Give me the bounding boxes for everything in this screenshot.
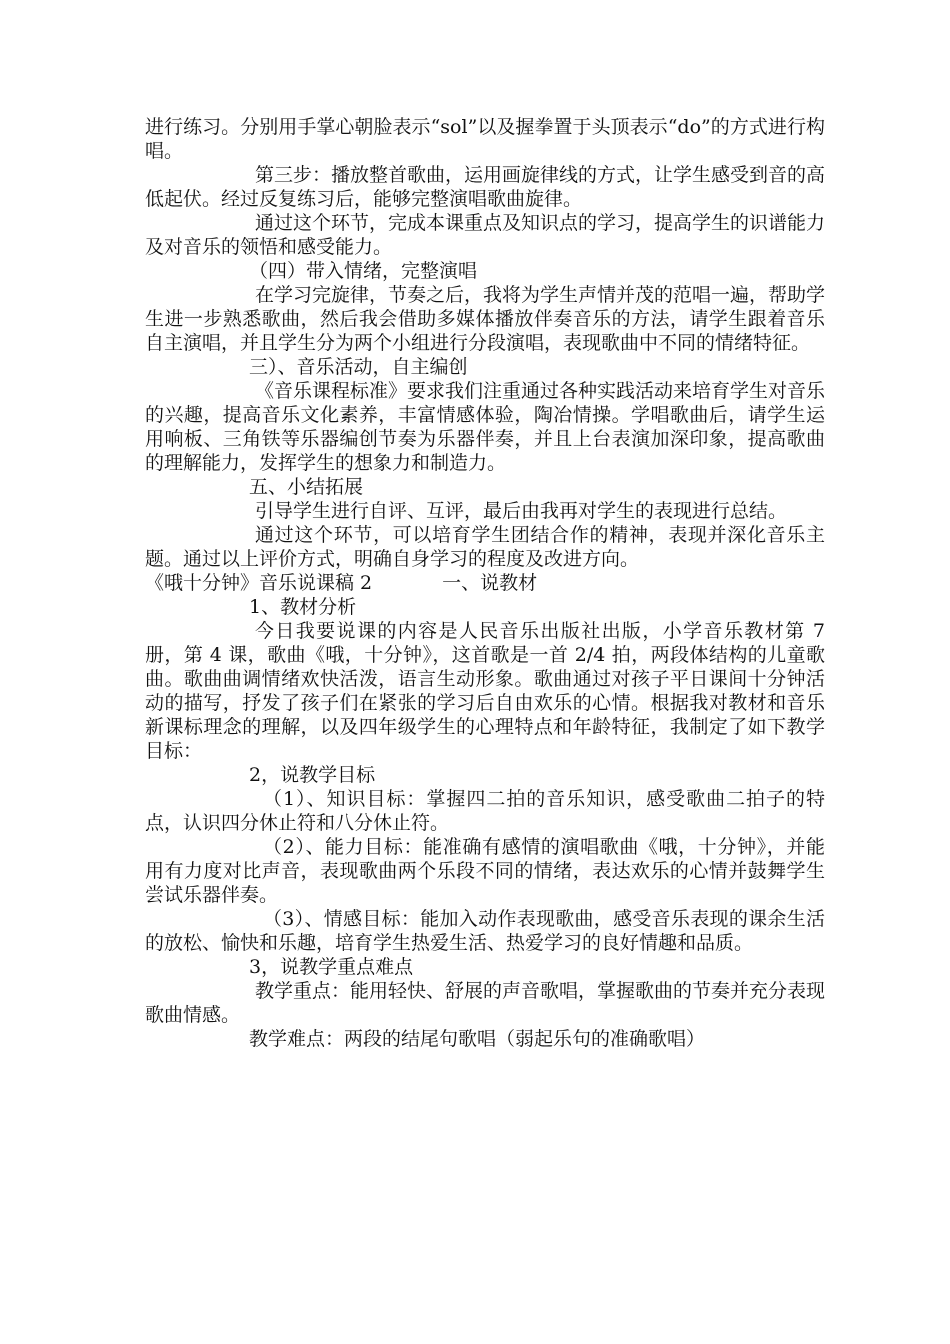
paragraph: 教学难点：两段的结尾句歌唱（弱起乐句的准确歌唱） xyxy=(249,1028,706,1050)
paragraph: （1）、知识目标：掌握四二拍的音乐知识，感受歌曲二拍子的特点，认识四分休止符和八分休止符。 xyxy=(145,788,825,834)
paragraph: 通过这个环节，可以培育学生团结合作的精神，表现并深化音乐主题。通过以上评价方式，明确自身学习的程度及改进方向。 xyxy=(145,524,825,570)
section-heading: 一、说教材 xyxy=(442,572,538,594)
paragraph: 引导学生进行自评、互评，最后由我再对学生的表现进行总结。 xyxy=(255,500,788,522)
paragraph: 《音乐课程标准》要求我们注重通过各种实践活动来培育学生对音乐的兴趣，提高音乐文化素养，丰富情感体验，陶冶情操。学唱歌曲后，请学生运用响板、三角铁等乐器编创节奏为乐器伴奏，并且上台表演加深印象，提高歌曲的理解能力，发挥学生的想象力和制造力。 xyxy=(145,380,826,474)
section-heading: 三）、音乐活动，自主编创 xyxy=(249,356,468,378)
subsection-heading: 1、教材分析 xyxy=(249,596,357,618)
paragraph: 在学习完旋律，节奏之后，我将为学生声情并茂的范唱一遍，帮助学生进一步熟悉歌曲，然后我会借助多媒体播放伴奏音乐的方法，请学生跟着音乐自主演唱，并且学生分为两个小组进行分段演唱，表现歌曲中不同的情绪特征。 xyxy=(145,284,826,354)
document-title: 《哦十分钟》音乐说课稿 2 xyxy=(145,572,373,594)
subsection-heading: 3，说教学重点难点 xyxy=(249,956,414,978)
paragraph: （2）、能力目标：能准确有感情的演唱歌曲《哦，十分钟》，并能用有力度对比声音，表现歌曲两个乐段不同的情绪，表达欢乐的心情并鼓舞学生尝试乐器伴奏。 xyxy=(145,836,825,906)
paragraph: （3）、情感目标：能加入动作表现歌曲，感受音乐表现的课余生活的放松、愉快和乐趣，培育学生热爱生活、热爱学习的良好情趣和品质。 xyxy=(145,908,825,954)
section-heading: 五、小结拓展 xyxy=(249,476,364,498)
document-title-line xyxy=(145,571,825,595)
document-body xyxy=(145,115,825,1051)
subsection-heading: 2，说教学目标 xyxy=(249,764,376,786)
paragraph: 第三步：播放整首歌曲，运用画旋律线的方式，让学生感受到音的高低起伏。经过反复练习后，能够完整演唱歌曲旋律。 xyxy=(145,164,826,210)
paragraph: 今日我要说课的内容是人民音乐出版社出版，小学音乐教材第 7 册，第 4 课，歌曲《哦，十分钟》，这首歌是一首 2/4 拍，两段体结构的儿童歌曲。歌曲曲调情绪欢快活泼，语言生动形象。歌曲通过对孩子平日课间十分钟活动的描写，抒发了孩子们在紧张的学习后自由欢乐的心情。根据我对教材和音乐新课标理念的理解，以及四年级学生的心理特点和年龄特征，我制定了如下教学目标： xyxy=(145,620,825,762)
section-heading: （四）带入情绪，完整演唱 xyxy=(249,260,478,282)
paragraph: 进行练习。分别用手掌心朝脸表示“sol”以及握拳置于头顶表示“do”的方式进行构唱。 xyxy=(145,116,825,162)
paragraph: 教学重点：能用轻快、舒展的声音歌唱，掌握歌曲的节奏并充分表现歌曲情感。 xyxy=(145,980,826,1026)
paragraph: 通过这个环节，完成本课重点及知识点的学习，提高学生的识谱能力及对音乐的领悟和感受能力。 xyxy=(145,212,826,258)
